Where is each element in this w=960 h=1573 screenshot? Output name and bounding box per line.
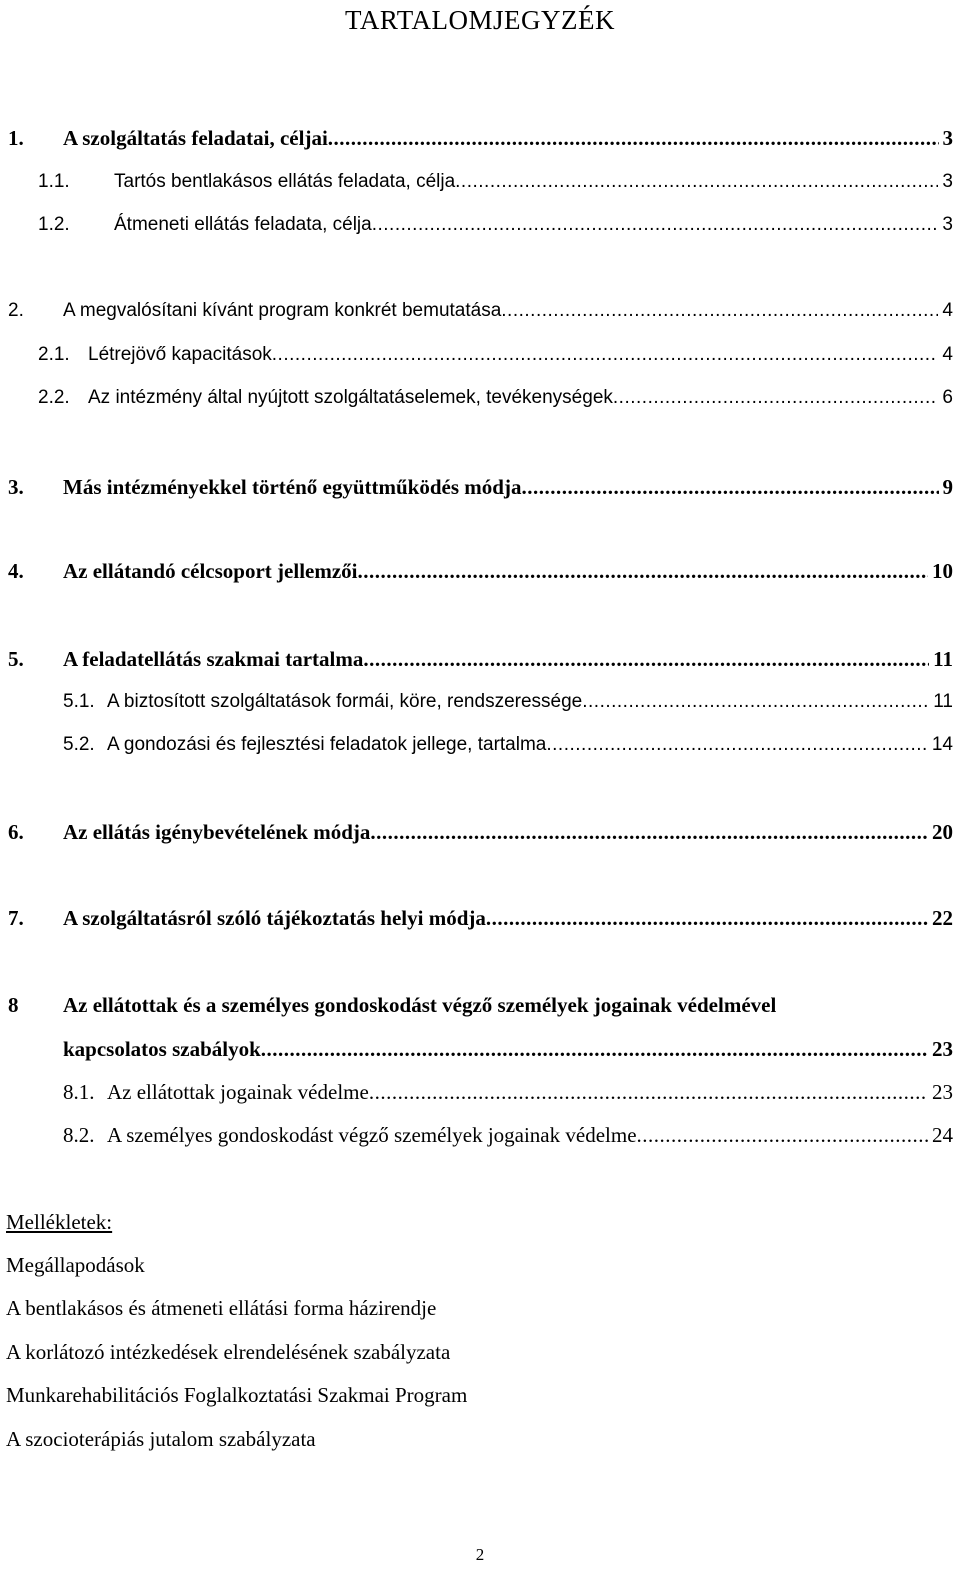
toc-number: 1.2. xyxy=(38,214,70,235)
toc-label: Átmeneti ellátás feladata, célja xyxy=(114,214,372,235)
toc-entry-4[interactable] xyxy=(0,557,953,585)
page-number: 2 xyxy=(475,1545,485,1564)
toc-page: 3 xyxy=(942,171,953,192)
toc-number: 5.2. xyxy=(63,734,95,755)
toc-entry-8-1[interactable] xyxy=(0,1078,953,1106)
toc-label: Az ellátandó célcsoport jellemzői xyxy=(63,559,358,583)
toc-entry-2-2[interactable] xyxy=(0,384,953,412)
toc-page: 11 xyxy=(933,647,953,671)
toc-label: A feladatellátás szakmai tartalma xyxy=(63,647,364,671)
toc-page: 20 xyxy=(932,820,953,844)
toc-page: 22 xyxy=(932,906,953,930)
toc-number: 4. xyxy=(8,559,24,583)
toc-entry-8[interactable] xyxy=(0,991,953,1019)
toc-label: Más intézményekkel történő együttműködés módja xyxy=(63,475,522,499)
attachment-item: Megállapodások xyxy=(6,1253,145,1277)
toc-page: 6 xyxy=(942,387,953,408)
toc-entry-2-1[interactable] xyxy=(0,341,953,369)
toc-page: 4 xyxy=(942,344,953,365)
dot-leader xyxy=(521,473,938,501)
toc-page: 3 xyxy=(942,126,953,150)
toc-number: 5.1. xyxy=(63,691,95,712)
toc-entry-1-2[interactable] xyxy=(0,211,953,239)
dot-leader xyxy=(369,1078,928,1106)
attachment-item: Munkarehabilitációs Foglalkoztatási Szakmai Program xyxy=(6,1383,468,1407)
toc-page: 11 xyxy=(933,691,953,712)
dot-leader xyxy=(272,341,939,369)
toc-label: A megvalósítani kívánt program konkrét bemutatása xyxy=(63,300,502,321)
toc-entry-5[interactable] xyxy=(0,645,953,673)
toc-number: 1.1. xyxy=(38,171,70,192)
toc-page: 14 xyxy=(931,734,953,755)
toc-label: A gondozási és fejlesztési feladatok jellege, tartalma xyxy=(107,734,547,755)
toc-entry-8-2[interactable] xyxy=(0,1121,953,1149)
toc-entry-8-continued[interactable] xyxy=(0,1035,953,1063)
toc-page: 3 xyxy=(942,214,953,235)
toc-number: 2.1. xyxy=(38,344,70,365)
toc-page: 23 xyxy=(932,1037,953,1061)
dot-leader xyxy=(582,688,929,716)
toc-label: Az ellátás igénybevételének módja xyxy=(63,820,371,844)
toc-number: 6. xyxy=(8,820,24,844)
toc-label: Az ellátottak és a személyes gondoskodást végző személyek jogainak védelmével xyxy=(63,993,777,1017)
dot-leader xyxy=(372,211,939,239)
toc-label: Tartós bentlakásos ellátás feladata, célja xyxy=(114,171,456,192)
toc-entry-3[interactable] xyxy=(0,473,953,501)
toc-label: Létrejövő kapacitások xyxy=(88,344,272,365)
toc-number: 2. xyxy=(8,300,24,321)
dot-leader xyxy=(363,645,929,673)
toc-label: Az intézmény által nyújtott szolgáltatáselemek, tevékenységek xyxy=(88,387,613,408)
dot-leader xyxy=(486,904,928,932)
toc-entry-5-2[interactable] xyxy=(0,731,953,759)
toc-number: 5. xyxy=(8,647,24,671)
toc-label: kapcsolatos szabályok xyxy=(63,1037,261,1061)
attachment-item: A korlátozó intézkedések elrendelésének szabályzata xyxy=(6,1340,451,1364)
attachments-heading: Mellékletek: xyxy=(6,1210,113,1234)
toc-entry-7[interactable] xyxy=(0,904,953,932)
dot-leader xyxy=(613,384,939,412)
dot-leader xyxy=(261,1035,928,1063)
dot-leader xyxy=(370,818,928,846)
toc-entry-6[interactable] xyxy=(0,818,953,846)
toc-number: 1. xyxy=(8,126,24,150)
toc-number: 3. xyxy=(8,475,24,499)
toc-label: A személyes gondoskodást végző személyek jogainak védelme xyxy=(107,1123,637,1147)
dot-leader xyxy=(358,557,929,585)
toc-number: 7. xyxy=(8,906,24,930)
dot-leader xyxy=(328,124,939,152)
toc-number: 2.2. xyxy=(38,387,70,408)
toc-page: 4 xyxy=(942,300,953,321)
attachment-item: A szocioterápiás jutalom szabályzata xyxy=(6,1427,316,1451)
dot-leader xyxy=(455,168,938,196)
toc-label: A szolgáltatásról szóló tájékoztatás helyi módja xyxy=(63,906,486,930)
toc-label: Az ellátottak jogainak védelme xyxy=(107,1080,369,1104)
toc-page: 9 xyxy=(942,475,953,499)
toc-entry-1[interactable] xyxy=(0,124,953,152)
dot-leader xyxy=(637,1121,928,1149)
toc-page: 23 xyxy=(932,1080,953,1104)
toc-page: 10 xyxy=(932,559,953,583)
dot-leader xyxy=(501,297,938,325)
toc-entry-1-1[interactable] xyxy=(0,168,953,196)
toc-number: 8.2. xyxy=(63,1123,95,1147)
toc-number: 8.1. xyxy=(63,1080,95,1104)
toc-label: A szolgáltatás feladatai, céljai xyxy=(63,126,328,150)
toc-page: 24 xyxy=(932,1123,953,1147)
toc-label: A biztosított szolgáltatások formái, köre, rendszeressége xyxy=(107,691,583,712)
dot-leader xyxy=(546,731,927,759)
toc-entry-5-1[interactable] xyxy=(0,688,953,716)
toc-entry-2[interactable] xyxy=(0,297,953,325)
page-title: TARTALOMJEGYZÉK xyxy=(344,5,616,35)
toc-number: 8 xyxy=(8,993,19,1017)
attachment-item: A bentlakásos és átmeneti ellátási forma házirendje xyxy=(6,1296,437,1320)
